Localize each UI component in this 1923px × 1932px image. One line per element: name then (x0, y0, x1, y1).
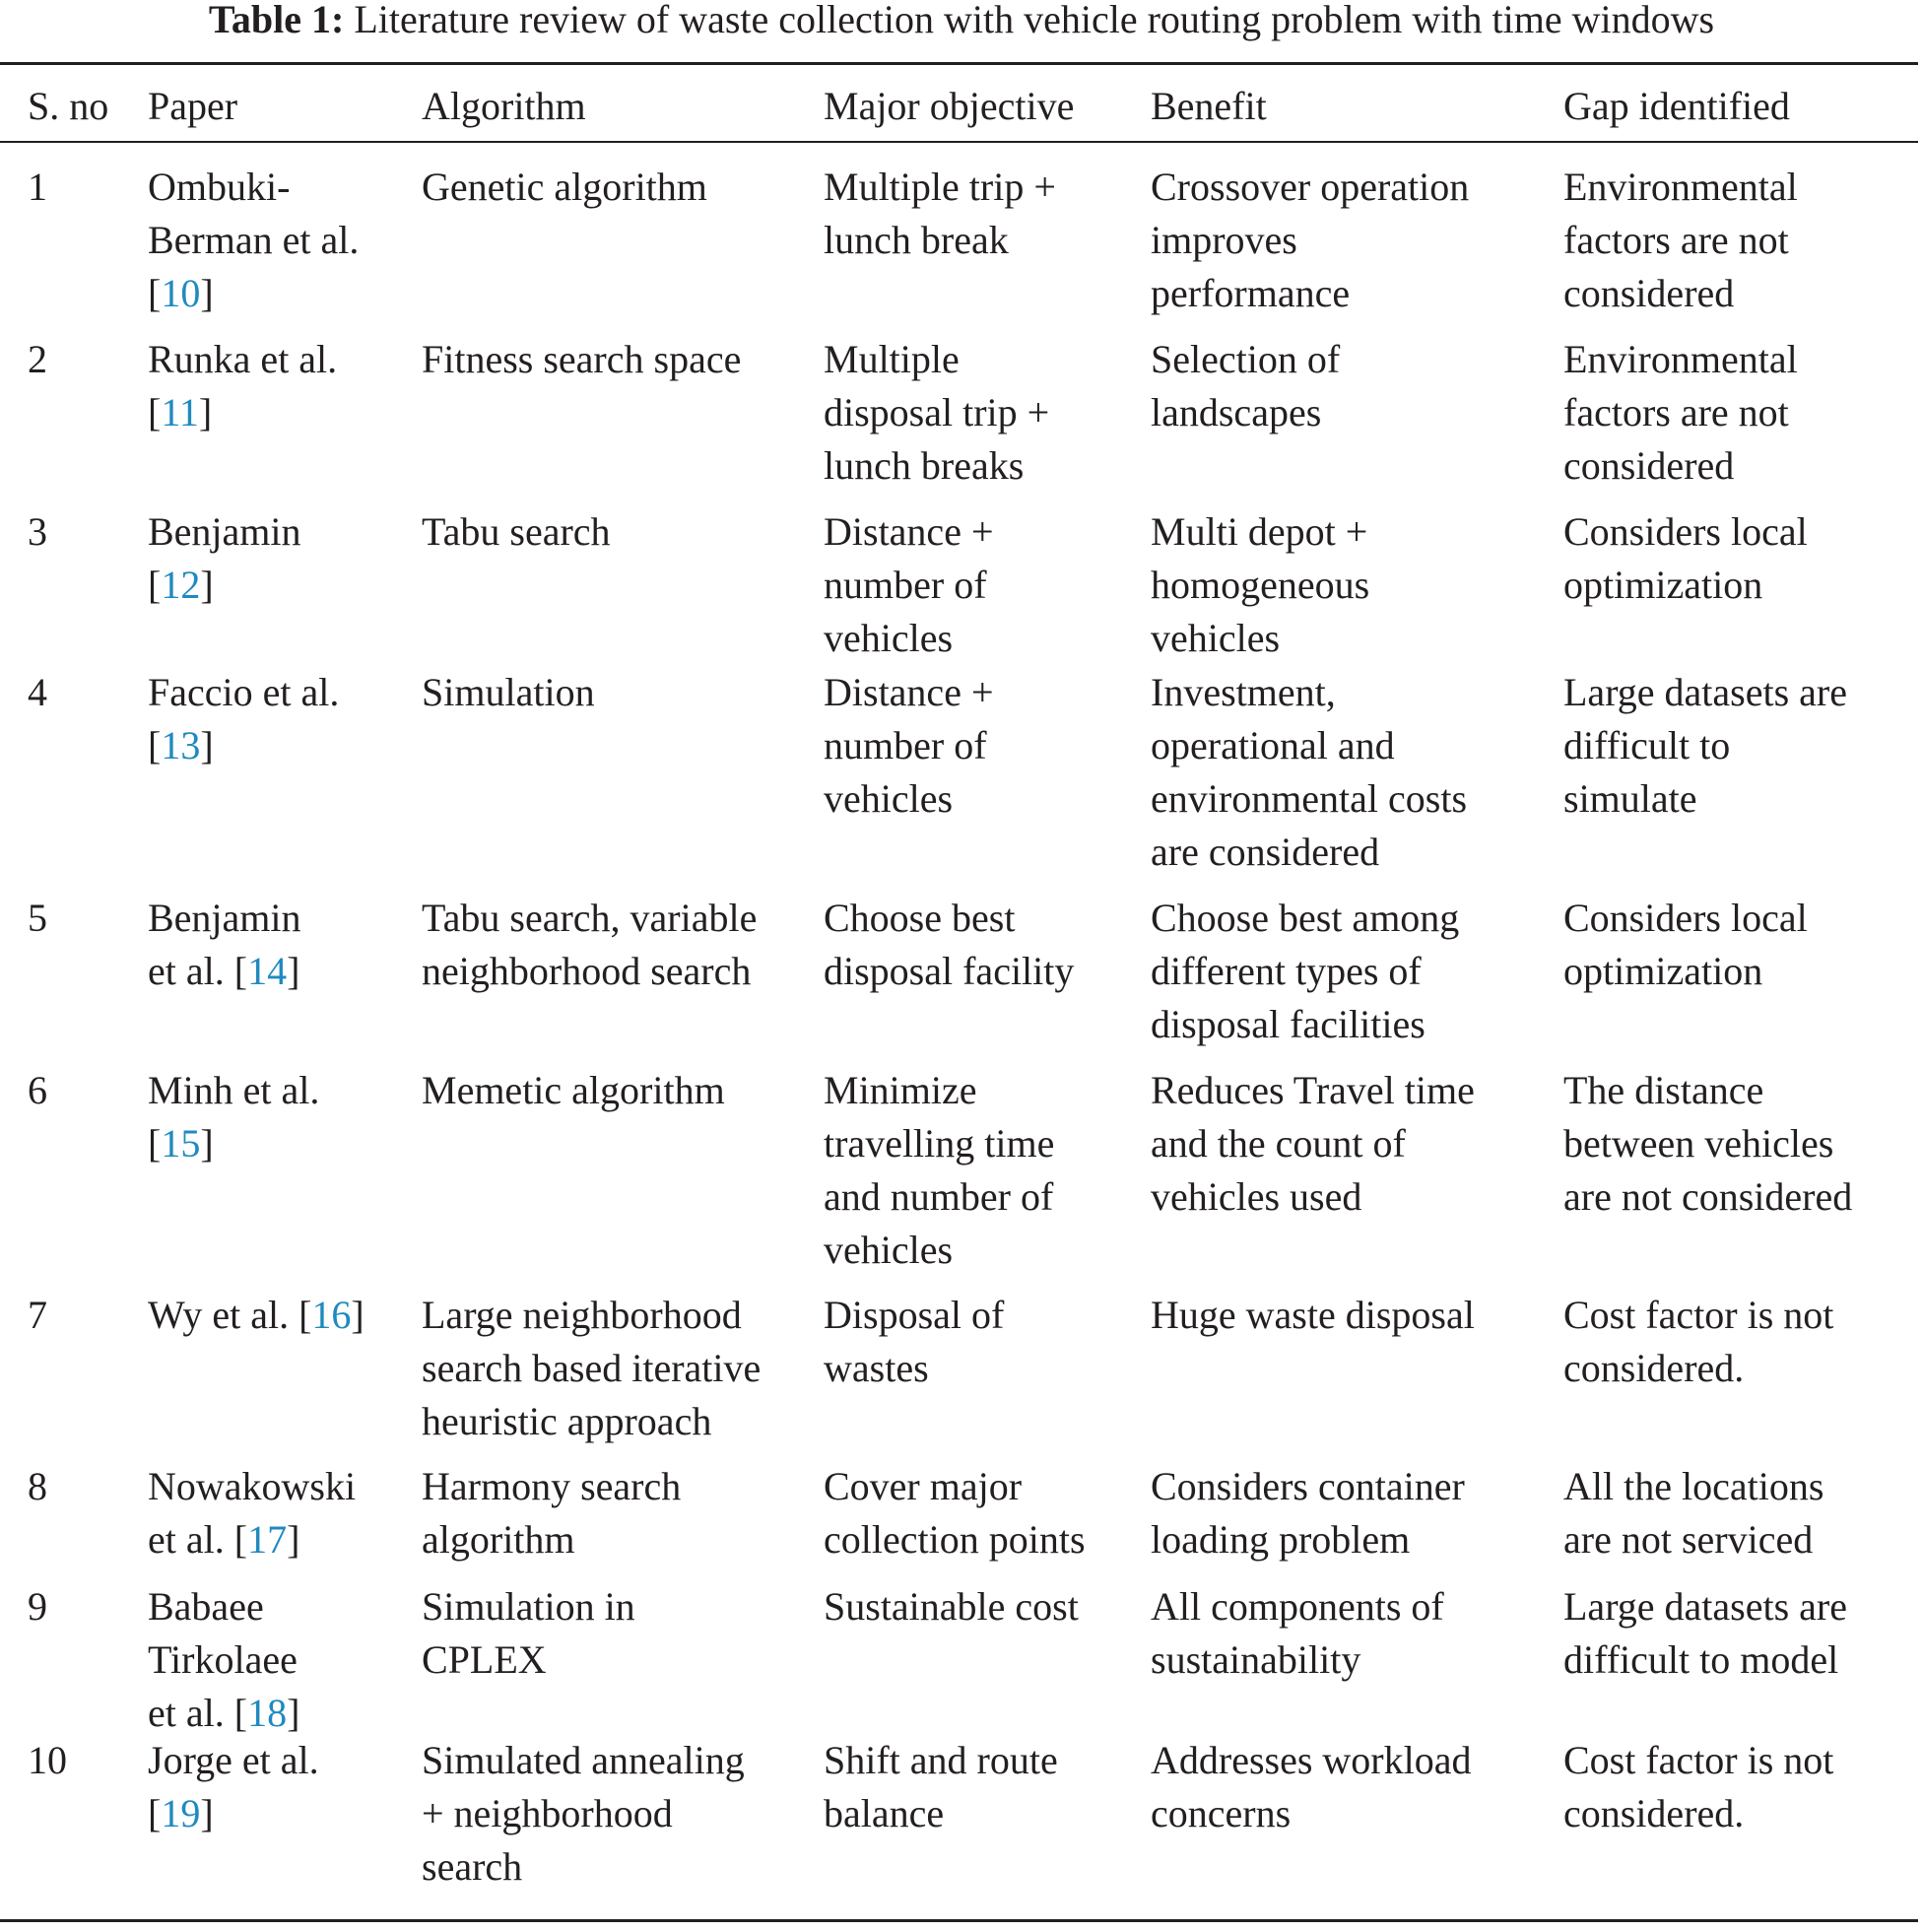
citation-link: 19 (161, 1791, 201, 1835)
cell-major-objective-line: Distance + (824, 670, 994, 714)
cell-major-objective-line: number of (824, 563, 987, 607)
cell-benefit-line: Addresses workload (1151, 1738, 1472, 1782)
cell-benefit-line: Investment, (1151, 670, 1336, 714)
cell-gap-identified-line: Cost factor is not (1563, 1738, 1834, 1782)
cell-sno-line: 1 (28, 165, 47, 209)
cell-sno-line: 3 (28, 509, 47, 554)
citation-link: 12 (161, 563, 201, 607)
cell-paper-line (148, 559, 214, 612)
cell-gap-identified-line: Environmental (1563, 337, 1798, 381)
paper-authors-text: et al. (148, 1517, 234, 1562)
cell-paper-line (148, 945, 299, 998)
cell-gap-identified-line: optimization (1563, 563, 1763, 607)
cell-algorithm-line: Large neighborhood (422, 1293, 742, 1337)
cell-major-objective-line: wastes (824, 1346, 929, 1390)
citation-link: 18 (247, 1691, 288, 1735)
table-header-rule (0, 141, 1918, 143)
cell-gap-identified-line: Environmental (1563, 165, 1798, 209)
citation-bracket: ] (200, 271, 214, 315)
cell-major-objective-line: lunch break (824, 218, 1009, 262)
citation-link: 16 (311, 1293, 352, 1337)
table-caption (0, 0, 1923, 39)
cell-algorithm-line: Simulation (422, 670, 595, 714)
cell-benefit-line: sustainability (1151, 1637, 1361, 1682)
citation-link: 13 (161, 723, 201, 767)
paper-authors-text: Wy et al. (148, 1293, 299, 1337)
cell-paper-line: Jorge et al. (148, 1738, 319, 1782)
cell-paper-line: Minh et al. (148, 1068, 320, 1112)
cell-paper-line (148, 1787, 214, 1840)
cell-paper-line (148, 386, 212, 439)
cell-gap-identified-line: factors are not (1563, 218, 1789, 262)
cell-benefit-line: operational and (1151, 723, 1395, 767)
cell-major-objective-line: Multiple trip + (824, 165, 1056, 209)
cell-gap-identified-line: optimization (1563, 949, 1763, 993)
cell-gap-identified-line: are not serviced (1563, 1517, 1814, 1562)
cell-benefit-line: different types of (1151, 949, 1422, 993)
header-paper: Paper (148, 84, 238, 128)
cell-gap-identified-line: between vehicles (1563, 1121, 1834, 1166)
cell-benefit-line: Multi depot + (1151, 509, 1368, 554)
cell-gap-identified-line: considered (1563, 271, 1735, 315)
cell-sno-line: 8 (28, 1464, 47, 1508)
cell-sno-line: 2 (28, 337, 47, 381)
cell-major-objective-line: Choose best (824, 896, 1016, 940)
cell-gap-identified-line: difficult to model (1563, 1637, 1839, 1682)
caption-text: Literature review of waste collection with vehicle routing problem with time windows (354, 0, 1715, 41)
cell-major-objective-line: collection points (824, 1517, 1086, 1562)
cell-major-objective-line: disposal facility (824, 949, 1075, 993)
citation-bracket: [ (148, 1121, 162, 1166)
caption-label: Table 1: (208, 0, 345, 41)
cell-algorithm-line: Fitness search space (422, 337, 742, 381)
citation-bracket: ] (287, 1691, 300, 1735)
cell-major-objective-line: Multiple (824, 337, 960, 381)
cell-sno-line: 6 (28, 1068, 47, 1112)
cell-benefit-line: vehicles (1151, 616, 1281, 660)
citation-bracket: ] (200, 723, 214, 767)
cell-major-objective-line: Shift and route (824, 1738, 1058, 1782)
citation-bracket: [ (233, 1517, 248, 1562)
cell-gap-identified-line: Considers local (1563, 509, 1808, 554)
cell-major-objective-line: vehicles (824, 776, 954, 821)
cell-algorithm-line: CPLEX (422, 1637, 547, 1682)
header-gap-identified: Gap identified (1563, 84, 1790, 128)
cell-benefit-line: environmental costs (1151, 776, 1468, 821)
cell-algorithm-line: Simulation in (422, 1584, 635, 1629)
cell-sno-line: 7 (28, 1293, 47, 1337)
cell-paper-line: Tirkolaee (148, 1637, 298, 1682)
cell-algorithm-line: neighborhood search (422, 949, 752, 993)
citation-link: 11 (161, 390, 199, 434)
cell-algorithm-line: search (422, 1844, 523, 1889)
cell-paper-line: Babaee (148, 1584, 264, 1629)
cell-major-objective-line: Sustainable cost (824, 1584, 1079, 1629)
cell-benefit-line: concerns (1151, 1791, 1292, 1835)
citation-bracket: [ (298, 1293, 312, 1337)
citation-bracket: [ (148, 723, 162, 767)
table-top-rule (0, 62, 1918, 65)
header-sno: S. no (28, 84, 109, 128)
cell-major-objective-line: Cover major (824, 1464, 1023, 1508)
citation-link: 10 (161, 271, 201, 315)
cell-benefit-line: Choose best among (1151, 896, 1460, 940)
cell-gap-identified-line: Large datasets are (1563, 1584, 1847, 1629)
table-bottom-rule (0, 1919, 1918, 1922)
header-major-objective: Major objective (824, 84, 1075, 128)
cell-benefit-line: vehicles used (1151, 1174, 1362, 1219)
cell-gap-identified-line: considered. (1563, 1791, 1745, 1835)
cell-paper-line (148, 1687, 299, 1740)
cell-benefit-line: Selection of (1151, 337, 1341, 381)
cell-gap-identified-line: factors are not (1563, 390, 1789, 434)
cell-paper-line: Faccio et al. (148, 670, 340, 714)
header-algorithm: Algorithm (422, 84, 586, 128)
cell-major-objective-line: Disposal of (824, 1293, 1005, 1337)
citation-bracket: ] (200, 563, 214, 607)
cell-paper-line: Berman et al. (148, 218, 360, 262)
cell-paper-line: Ombuki- (148, 165, 291, 209)
cell-gap-identified-line: Considers local (1563, 896, 1808, 940)
cell-algorithm-line: Harmony search (422, 1464, 682, 1508)
cell-gap-identified-line: are not considered (1563, 1174, 1853, 1219)
cell-major-objective-line: Distance + (824, 509, 994, 554)
cell-benefit-line: landscapes (1151, 390, 1322, 434)
cell-benefit-line: improves (1151, 218, 1297, 262)
cell-major-objective-line: travelling time (824, 1121, 1055, 1166)
cell-paper-line (148, 1513, 299, 1566)
cell-major-objective-line: vehicles (824, 616, 954, 660)
cell-algorithm-line: Genetic algorithm (422, 165, 707, 209)
cell-algorithm-line: + neighborhood (422, 1791, 673, 1835)
citation-bracket: ] (198, 390, 213, 434)
paper-authors-text: et al. (148, 949, 234, 993)
citation-bracket: ] (287, 949, 300, 993)
cell-gap-identified-line: Cost factor is not (1563, 1293, 1834, 1337)
header-benefit: Benefit (1151, 84, 1267, 128)
cell-gap-identified-line: The distance (1563, 1068, 1764, 1112)
citation-bracket: [ (148, 390, 162, 434)
citation-bracket: ] (200, 1791, 214, 1835)
citation-bracket: ] (200, 1121, 214, 1166)
cell-major-objective-line: lunch breaks (824, 443, 1025, 488)
cell-algorithm-line: search based iterative (422, 1346, 762, 1390)
citation-link: 15 (161, 1121, 201, 1166)
cell-benefit-line: Reduces Travel time (1151, 1068, 1475, 1112)
citation-bracket: [ (233, 1691, 248, 1735)
cell-paper-line: Nowakowski (148, 1464, 357, 1508)
cell-sno-line: 5 (28, 896, 47, 940)
cell-benefit-line: Considers container (1151, 1464, 1465, 1508)
cell-benefit-line: disposal facilities (1151, 1002, 1426, 1046)
cell-benefit-line: performance (1151, 271, 1351, 315)
cell-algorithm-line: Tabu search, variable (422, 896, 758, 940)
cell-major-objective-line: and number of (824, 1174, 1054, 1219)
cell-major-objective-line: vehicles (824, 1228, 954, 1272)
citation-bracket: ] (351, 1293, 365, 1337)
cell-algorithm-line: Tabu search (422, 509, 611, 554)
citation-bracket: [ (148, 271, 162, 315)
citation-link: 14 (247, 949, 288, 993)
cell-gap-identified-line: difficult to (1563, 723, 1731, 767)
cell-sno-line: 4 (28, 670, 47, 714)
cell-benefit-line: and the count of (1151, 1121, 1406, 1166)
cell-major-objective-line: balance (824, 1791, 945, 1835)
citation-bracket: [ (233, 949, 248, 993)
cell-benefit-line: are considered (1151, 830, 1380, 874)
cell-algorithm-line: Memetic algorithm (422, 1068, 725, 1112)
cell-major-objective-line: number of (824, 723, 987, 767)
cell-algorithm-line: heuristic approach (422, 1399, 712, 1443)
cell-gap-identified-line: simulate (1563, 776, 1697, 821)
cell-benefit-line: Huge waste disposal (1151, 1293, 1475, 1337)
cell-benefit-line: loading problem (1151, 1517, 1411, 1562)
paper-authors-text: et al. (148, 1691, 234, 1735)
cell-benefit-line: All components of (1151, 1584, 1444, 1629)
cell-gap-identified-line: considered (1563, 443, 1735, 488)
cell-benefit-line: homogeneous (1151, 563, 1370, 607)
cell-algorithm-line: Simulated annealing (422, 1738, 745, 1782)
cell-major-objective-line: Minimize (824, 1068, 977, 1112)
citation-bracket: ] (287, 1517, 300, 1562)
cell-gap-identified-line: Large datasets are (1563, 670, 1847, 714)
citation-link: 17 (247, 1517, 288, 1562)
cell-gap-identified-line: All the locations (1563, 1464, 1824, 1508)
cell-paper-line (148, 267, 214, 320)
cell-major-objective-line: disposal trip + (824, 390, 1050, 434)
cell-paper-line: Runka et al. (148, 337, 338, 381)
cell-sno-line: 9 (28, 1584, 47, 1629)
cell-algorithm-line: algorithm (422, 1517, 575, 1562)
cell-paper-line: Benjamin (148, 509, 301, 554)
cell-paper-line (148, 1117, 214, 1170)
cell-sno-line: 10 (28, 1738, 67, 1782)
citation-bracket: [ (148, 1791, 162, 1835)
cell-benefit-line: Crossover operation (1151, 165, 1470, 209)
citation-bracket: [ (148, 563, 162, 607)
cell-paper-line (148, 719, 214, 772)
cell-paper-line: Benjamin (148, 896, 301, 940)
cell-gap-identified-line: considered. (1563, 1346, 1745, 1390)
cell-paper-line (148, 1289, 365, 1342)
